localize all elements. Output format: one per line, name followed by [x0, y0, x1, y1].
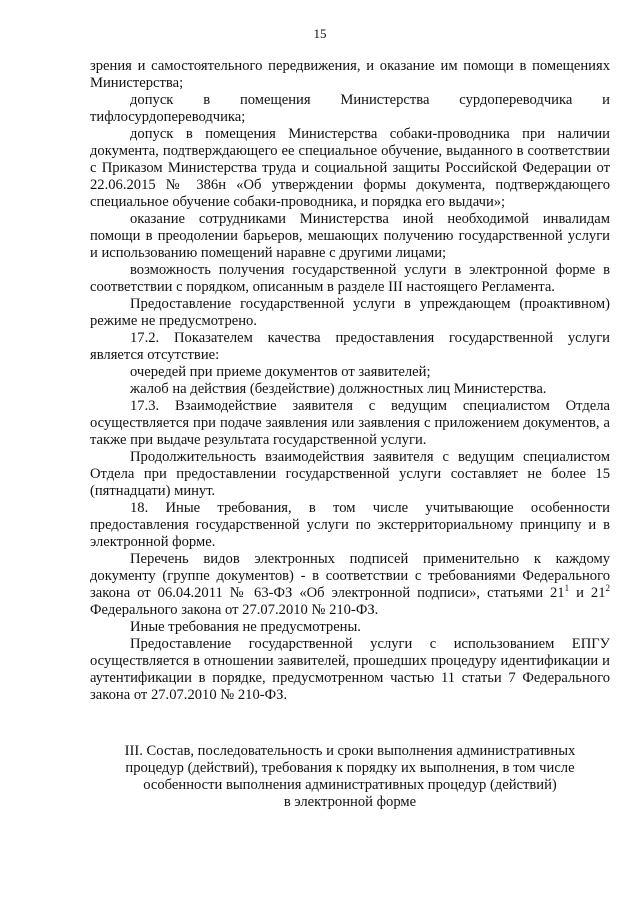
section-heading-line: в электронной форме [283, 794, 417, 810]
page-number: 15 [313, 26, 327, 41]
signature-text-before: Перечень видов электронных подписей применительно к каждому документу (группе документов) - в соответствии с требованиями Федерального закона от 06.04.2011 № 63-ФЗ «Об электронной подписи», статьями 21 [90, 551, 610, 601]
paragraph: жалоб на действия (бездействие) должностных лиц Министерства. [130, 381, 547, 397]
paragraph: 18. Иные требования, в том числе учитывающие особенности предоставления государственной услуги по экстерриториальному принципу и в электронной форме. [90, 500, 610, 550]
paragraph: зрения и самостоятельного передвижения, и оказание им помощи в помещениях Министерства; [90, 58, 610, 91]
paragraph: Продолжительность взаимодействия заявителя с ведущим специалистом Отдела при предоставлении государственной услуги составляет не более 15 (пятнадцати) минут. [90, 449, 610, 499]
section-heading [90, 743, 610, 811]
section-heading-line: процедур (действий), требования к порядку их выполнения, в том числе [125, 760, 575, 776]
signature-text-after: Федерального закона от 27.07.2010 № 210-ФЗ. [90, 602, 379, 618]
paragraph: 17.2. Показателем качества предоставления государственной услуги является отсутствие: [90, 330, 610, 363]
paragraph: допуск в помещения Министерства сурдопереводчика и тифлосурдопереводчика; [90, 92, 610, 125]
signature-paragraph [90, 551, 610, 619]
paragraph: возможность получения государственной услуги в электронной форме в соответствии с порядком, описанным в разделе III настоящего Регламента. [90, 262, 610, 295]
paragraph: оказание сотрудниками Министерства иной необходимой инвалидам помощи в преодолении барьеров, мешающих получению государственной услуги и использованию помещений наравне с другими лицами; [90, 211, 610, 261]
paragraph: 17.3. Взаимодействие заявителя с ведущим специалистом Отдела осуществляется при подаче заявления или заявления с приложением документов, а также при выдаче результата государственной услуги. [90, 398, 610, 448]
paragraph: допуск в помещения Министерства собаки-проводника при наличии документа, подтверждающего ее специальное обучение, выданного в соответствии с Приказом Министерства труда и социальной защиты Российской Федерации от 22.06.2015 № 386н «Об утверждении формы документа, подтверждающего специальное обучение собаки-проводника, и порядка его выдачи»; [90, 126, 610, 210]
superscript: 2 [605, 583, 611, 594]
paragraph: Предоставление государственной услуги в упреждающем (проактивном) режиме не предусмотрено. [90, 296, 610, 329]
superscript: 1 [564, 583, 570, 594]
paragraph: Иные требования не предусмотрены. [130, 619, 361, 635]
section-heading-line: особенности выполнения административных процедур (действий) [143, 777, 557, 793]
paragraph: Предоставление государственной услуги с использованием ЕПГУ осуществляется в отношении заявителей, прошедших процедуру идентификации и аутентификации в порядке, предусмотренном частью 11 статьи 7 Федерального закона от 27.07.2010 № 210-ФЗ. [90, 636, 610, 703]
section-heading-line: III. Состав, последовательность и сроки выполнения административных [124, 743, 576, 759]
paragraph: очередей при приеме документов от заявителей; [130, 364, 431, 380]
signature-text-middle: и 21 [569, 585, 606, 601]
document-body [90, 58, 610, 704]
